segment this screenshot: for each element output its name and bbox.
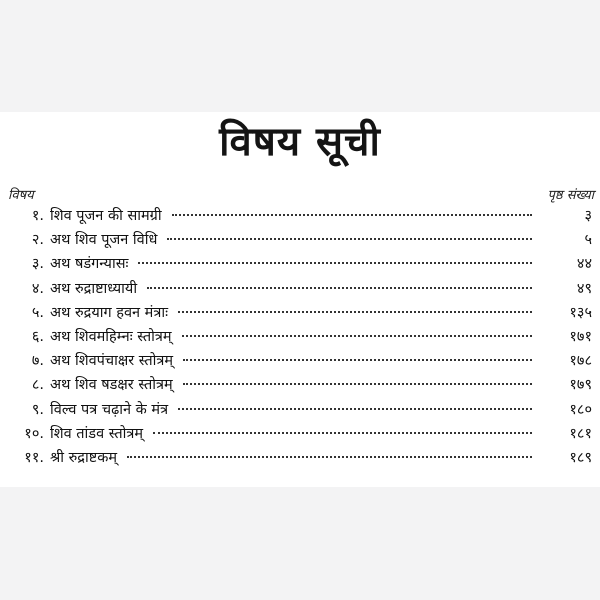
entry-page: १३५ — [569, 304, 592, 321]
entry-number: २. — [31, 232, 44, 249]
entry-page: १७८ — [569, 353, 592, 370]
entry-page: १७१ — [569, 328, 592, 345]
toc-entry — [0, 446, 600, 470]
toc-entry — [0, 252, 600, 276]
entry-number: १०. — [24, 425, 44, 442]
entry-title: अथ षडंगन्यासः — [50, 256, 129, 273]
toc-entry — [0, 398, 600, 422]
dot-leader — [153, 432, 532, 434]
page-title: विषय सूची — [219, 119, 381, 165]
toc-entry — [0, 277, 600, 301]
entry-page: १८१ — [569, 425, 592, 442]
entry-number: ४. — [31, 280, 44, 297]
dot-leader — [183, 359, 532, 361]
entry-title: अथ रुद्रयाग हवन मंत्राः — [50, 304, 169, 321]
dot-leader — [127, 456, 532, 458]
dot-leader — [147, 287, 532, 289]
entry-page: १८० — [569, 401, 592, 418]
page-number-column-header: पृष्ठ संख्या — [547, 188, 594, 203]
entry-title: अथ शिव पूजन विधि — [50, 232, 158, 249]
entry-title: अथ शिवपंचाक्षर स्तोत्रम् — [50, 353, 174, 370]
entry-number: ७. — [31, 353, 44, 370]
entry-number: ११. — [24, 449, 44, 466]
dot-leader — [183, 383, 532, 385]
dot-leader — [178, 408, 532, 410]
entry-page: ४९ — [576, 280, 592, 297]
toc-entry — [0, 204, 600, 228]
entry-number: ३. — [31, 256, 44, 273]
entry-title: शिव पूजन की सामग्री — [50, 208, 162, 224]
entry-page: १८९ — [569, 449, 592, 466]
bottom-margin — [0, 487, 600, 600]
entry-page: ३ — [584, 208, 592, 224]
entry-number: ८. — [31, 377, 44, 394]
entry-title: श्री रुद्राष्टकम् — [50, 449, 118, 466]
toc-entry — [0, 422, 600, 446]
dot-leader — [138, 262, 532, 264]
toc-entry — [0, 325, 600, 349]
top-margin — [0, 0, 600, 112]
entry-number: ६. — [31, 328, 44, 345]
subject-column-header: विषय — [8, 188, 34, 203]
entry-title: अथ रुद्राष्टाध्यायी — [50, 280, 138, 297]
toc-entry — [0, 349, 600, 373]
dot-leader — [172, 214, 532, 216]
toc-entry — [0, 373, 600, 397]
entry-page: १७९ — [569, 377, 592, 394]
dot-leader — [178, 311, 532, 313]
dot-leader — [167, 238, 532, 240]
toc-entry — [0, 301, 600, 325]
entry-number: ९. — [31, 401, 44, 418]
table-of-contents — [0, 204, 600, 470]
entry-number: ५. — [31, 304, 44, 321]
entry-title: अथ शिव षडक्षर स्तोत्रम् — [50, 377, 173, 394]
dot-leader — [182, 335, 532, 337]
entry-title: विल्व पत्र चढ़ाने के मंत्र — [50, 401, 169, 418]
toc-entry — [0, 228, 600, 252]
entry-title: अथ शिवमहिम्नः स्तोत्रम् — [50, 328, 172, 345]
entry-title: शिव तांडव स्तोत्रम् — [50, 425, 144, 442]
entry-page: ४४ — [576, 256, 592, 273]
entry-page: ५ — [584, 232, 592, 249]
entry-number: १. — [31, 208, 44, 224]
